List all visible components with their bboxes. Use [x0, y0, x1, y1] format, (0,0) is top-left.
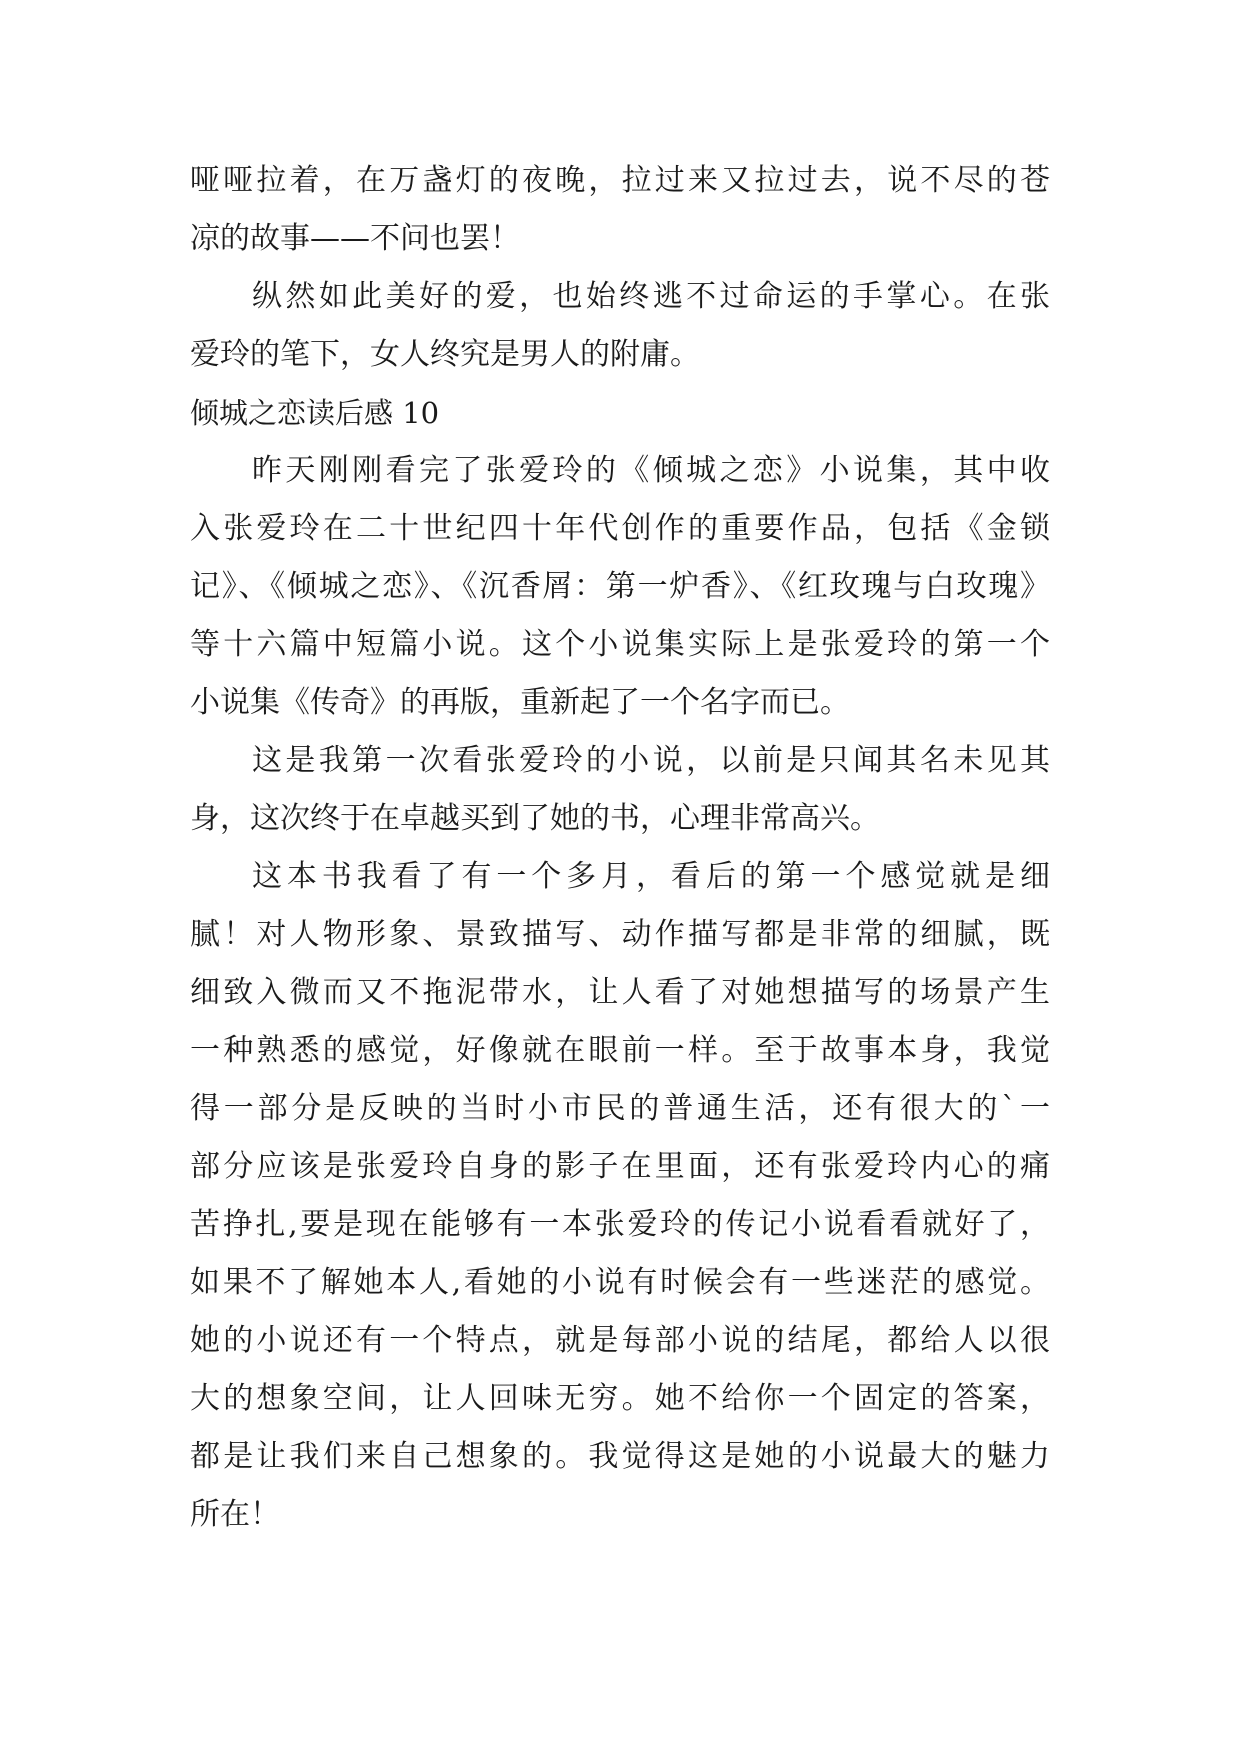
text-line: 得一部分是反映的当时小市民的普通生活，还有很大的`一 [190, 1091, 1050, 1126]
text-line: 都是让我们来自己想象的。我觉得这是她的小说最大的魅力 [190, 1439, 1050, 1474]
text-line: 小说集《传奇》的再版，重新起了一个名字而已。 [190, 685, 850, 720]
text-line: 她的小说还有一个特点，就是每部小说的结尾，都给人以很 [190, 1323, 1050, 1358]
text-line: 这本书我看了有一个多月，看后的第一个感觉就是细 [252, 859, 1050, 894]
section-heading: 倾城之恋读后感 10 [190, 396, 440, 430]
text-line: 所在！ [190, 1497, 280, 1532]
document-body [190, 152, 1050, 1544]
text-line: 纵然如此美好的爱，也始终逃不过命运的手掌心。在张 [252, 279, 1050, 314]
text-line: 一种熟悉的感觉，好像就在眼前一样。至于故事本身，我觉 [190, 1033, 1050, 1068]
text-line: 苦挣扎,要是现在能够有一本张爱玲的传记小说看看就好了， [190, 1207, 1050, 1242]
text-line: 这是我第一次看张爱玲的小说，以前是只闻其名未见其 [252, 743, 1050, 778]
text-line: 昨天刚刚看完了张爱玲的《倾城之恋》小说集，其中收 [252, 453, 1050, 488]
paragraph [190, 732, 1050, 848]
paragraph [190, 152, 1050, 268]
paragraph [190, 268, 1050, 384]
text-line: 记》、《倾城之恋》、《沉香屑：第一炉香》、《红玫瑰与白玫瑰》 [190, 569, 1050, 604]
text-line: 部分应该是张爱玲自身的影子在里面，还有张爱玲内心的痛 [190, 1149, 1050, 1184]
paragraph [190, 442, 1050, 732]
text-line: 等十六篇中短篇小说。这个小说集实际上是张爱玲的第一个 [190, 627, 1050, 662]
text-line: 大的想象空间，让人回味无穷。她不给你一个固定的答案， [190, 1381, 1050, 1416]
text-line: 凉的故事——不问也罢！ [190, 221, 520, 256]
text-line: 细致入微而又不拖泥带水，让人看了对她想描写的场景产生 [190, 975, 1050, 1010]
text-line: 哑哑拉着，在万盏灯的夜晚，拉过来又拉过去，说不尽的苍 [190, 163, 1050, 198]
text-line: 腻！对人物形象、景致描写、动作描写都是非常的细腻，既 [190, 917, 1050, 952]
text-line: 入张爱玲在二十世纪四十年代创作的重要作品，包括《金锁 [190, 511, 1050, 546]
paragraph [190, 848, 1050, 1544]
text-line: 身，这次终于在卓越买到了她的书，心理非常高兴。 [190, 801, 880, 836]
text-line: 如果不了解她本人,看她的小说有时候会有一些迷茫的感觉。 [190, 1265, 1050, 1300]
text-line: 爱玲的笔下，女人终究是男人的附庸。 [190, 337, 700, 372]
